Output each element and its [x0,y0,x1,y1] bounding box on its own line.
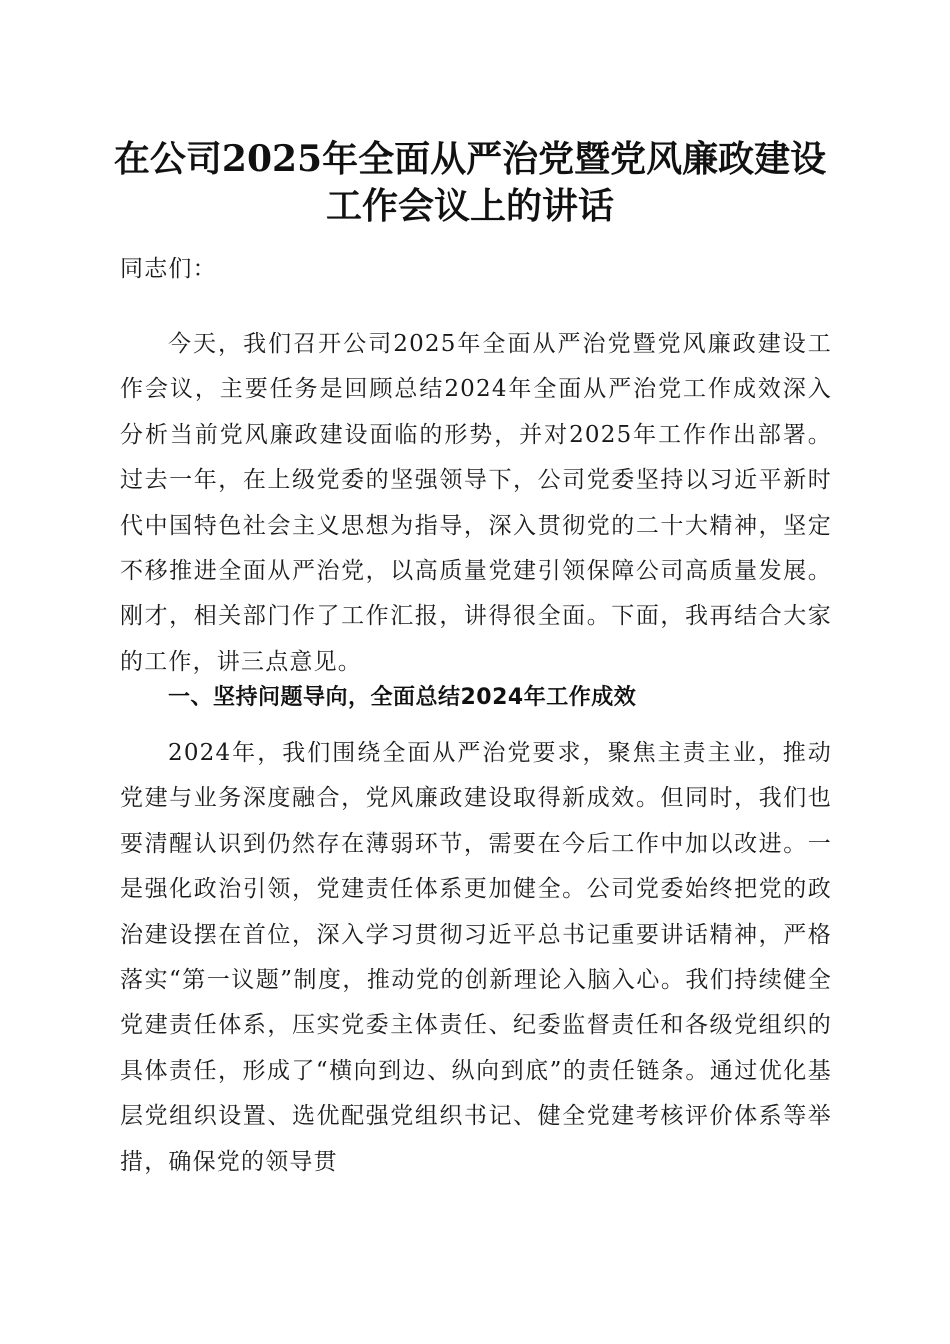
salutation: 同志们： [120,256,217,282]
document-title-line-1: 在公司2025年全面从严治党暨党风廉政建设 [113,138,827,180]
paragraph-intro: 今天，我们召开公司2025年全面从严治党暨党风廉政建设工作会议，主要任务是回顾总结2024年全面从严治党工作成效深入分析当前党风廉政建设面临的形势，并对2025年工作作出部署。过去一年，在上级党委的坚强领导下，公司党委坚持以习近平新时代中国特色社会主义思想为指导，深入贯彻党的二十大精神，坚定不移推进全面从严治党，以高质量党建引领保障公司高质量发展。刚才，相关部门作了工作汇报，讲得很全面。下面，我再结合大家的工作，讲三点意见。 [120,331,832,675]
section-heading-1: 一、坚持问题导向，全面总结2024年工作成效 [168,685,637,710]
paragraph-section-1: 2024年，我们围绕全面从严治党要求，聚焦主责主业，推动党建与业务深度融合，党风廉政建设取得新成效。但同时，我们也要清醒认识到仍然存在薄弱环节，需要在今后工作中加以改进。一是强化政治引领，党建责任体系更加健全。公司党委始终把党的政治建设摆在首位，深入学习贯彻习近平总书记重要讲话精神，严格落实“第一议题”制度，推动党的创新理论入脑入心。我们持续健全党建责任体系，压实党委主体责任、纪委监督责任和各级党组织的具体责任，形成了“横向到边、纵向到底”的责任链条。通过优化基层党组织设置、选优配强党组织书记、健全党建考核评价体系等举措，确保党的领导贯 [120,740,832,1175]
document-title-line-2: 工作会议上的讲话 [325,185,614,227]
